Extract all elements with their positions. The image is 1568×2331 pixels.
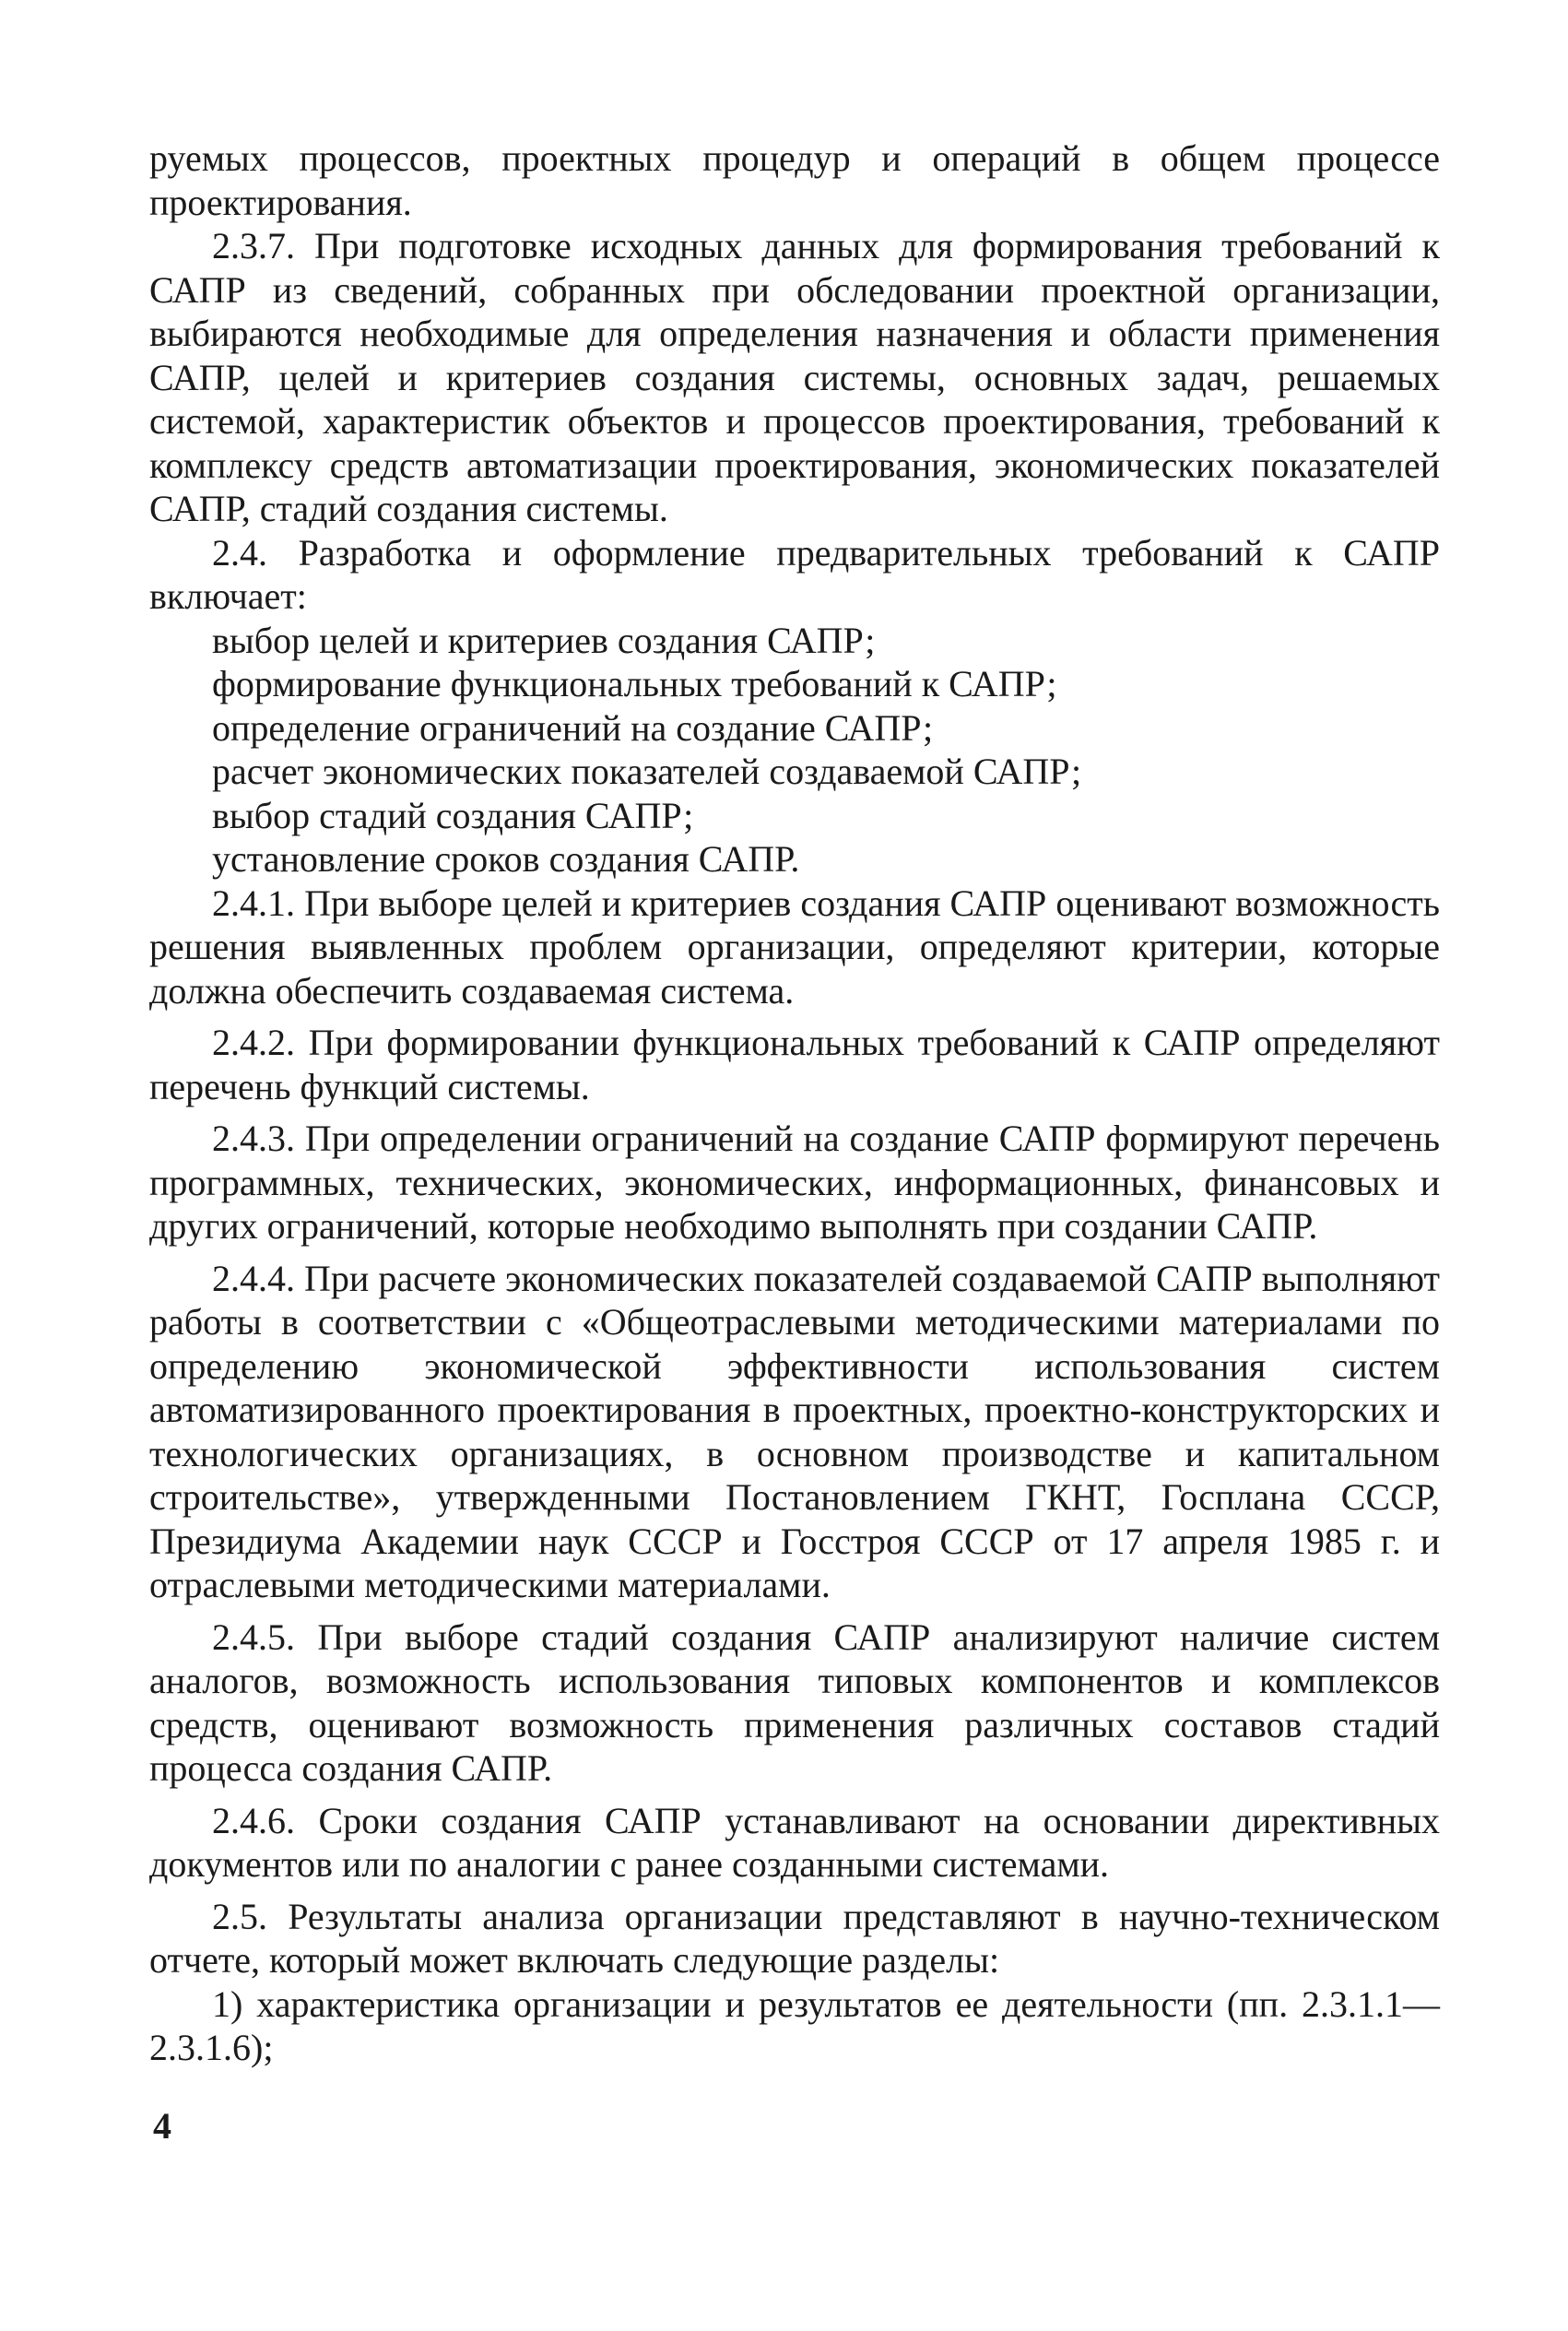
list-item: расчет экономических показателей создаваемой САПР; <box>212 751 1082 792</box>
paragraph-2-4-5: 2.4.5. При выборе стадий создания САПР анализируют наличие систем аналогов, возможность использования типовых компонентов и комплексов средств, оценивают возможность применения различных составов стадий процесса создания САПР. <box>149 1615 1440 1789</box>
paragraph-2-4-6: 2.4.6. Сроки создания САПР устанавливают на основании директивных документов или по аналогии с ранее созданными системами. <box>149 1799 1440 1885</box>
paragraph-2-4-2: 2.4.2. При формировании функциональных требований к САПР определяют перечень функций системы. <box>149 1022 1440 1107</box>
list-item: выбор целей и критериев создания САПР; <box>212 619 876 661</box>
paragraph-2-4-4: 2.4.4. При расчете экономических показателей создаваемой САПР выполняют работы в соответствии с «Общеотраслевыми методическими материалами по определению экономической эффективности использования систем автоматизированного проектирования в проектных, проектно-конструкторских и технологических организациях, в основном производстве и капитальном строительстве», утвержденными Постановлением ГКНТ, Госплана СССР, Президиума Академии наук СССР и Госстроя СССР от 17 апреля 1985 г. и отраслевыми методическими материалами. <box>149 1257 1440 1605</box>
paragraph-section-1: 1) характеристика организации и результатов ее деятельности (пп. 2.3.1.1—2.3.1.6); <box>149 1982 1440 2068</box>
paragraph-2-4-3: 2.4.3. При определении ограничений на создание САПР формируют перечень программных, технических, экономических, информационных, финансовых и других ограничений, которые необходимо выполнять при создании САПР. <box>149 1118 1440 1247</box>
list-item: определение ограничений на создание САПР; <box>212 706 934 749</box>
document-page <box>149 136 1440 2070</box>
list-item: выбор стадий создания САПР; <box>212 794 694 836</box>
requirements-list <box>149 619 1440 882</box>
list-item: установление сроков создания САПР. <box>212 838 800 880</box>
paragraph-2-4-1: 2.4.1. При выборе целей и критериев создания САПР оценивают возможность решения выявленных проблем организации, определяют критерии, которые должна обеспечить создаваемая система. <box>149 882 1440 1012</box>
paragraph-2-4: 2.4. Разработка и оформление предварительных требований к САПР включает: <box>149 531 1440 617</box>
list-item: формирование функциональных требований к САПР; <box>212 663 1057 704</box>
paragraph-2-3-7: 2.3.7. При подготовке исходных данных для формирования требований к САПР из сведений, собранных при обследовании проектной организации, выбираются необходимые для определения назначения и области применения САПР, целей и критериев создания системы, основных задач, решаемых системой, характеристик объектов и процессов проектирования, требований к комплексу средств автоматизации проектирования, экономических показателей САПР, стадий создания системы. <box>149 225 1440 529</box>
paragraph-continuation: руемых процессов, проектных процедур и операций в общем процессе проектирования. <box>149 137 1440 223</box>
page-number: 4 <box>153 2105 171 2147</box>
paragraph-2-5: 2.5. Результаты анализа организации представляют в научно-техническом отчете, который может включать следующие разделы: <box>149 1895 1440 1981</box>
